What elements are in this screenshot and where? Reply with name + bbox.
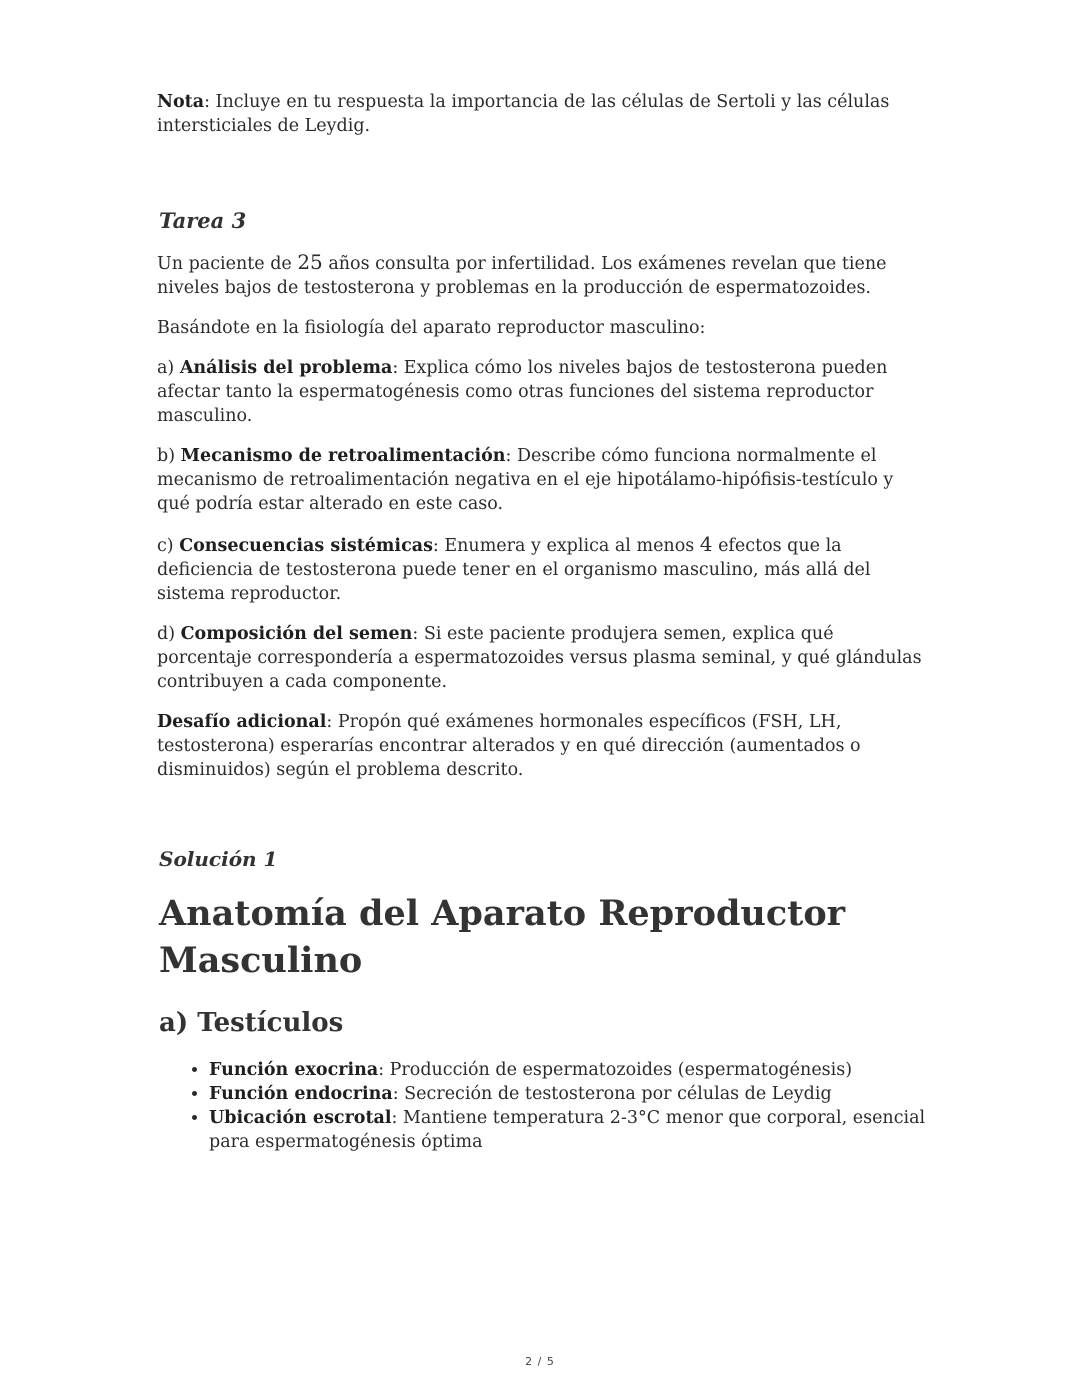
extra-text: : Propón qué exámenes hormonales específicos (FSH, LH, testosterona) esperarías encontrar alterados y en qué dirección (aumentados o disminuidos) según el problema descrito. [157,712,861,780]
b-prefix: b) [157,446,181,466]
d-prefix: d) [157,624,181,644]
item-text: : Secreción de testosterona por células de Leydig [392,1084,832,1104]
task-body [157,250,927,798]
item-label: Función endocrina [209,1084,393,1104]
testicle-list [157,1058,929,1154]
c-number: 4 [699,532,713,556]
a-text: : Explica cómo los niveles bajos de testosterona pueden afectar tanto la espermatogénesis como otras funciones del sistema reproductor masculino. [157,358,888,426]
intro-post: años consulta por infertilidad. Los exámenes revelan que tiene niveles bajos de testosterona y problemas en la producción de espermatozoides. [157,254,887,298]
solution-title: Solución 1 [159,847,278,871]
intro-pre: Un paciente de [157,254,298,274]
task-intro [157,250,927,300]
a-label: Análisis del problema [179,358,393,378]
question-b [157,444,927,516]
item-text: : Producción de espermatozoides (espermatogénesis) [378,1060,853,1080]
b-text: : Describe cómo funciona normalmente el mecanismo de retroalimentación negativa en el eje hipotálamo-hipófisis-testículo y qué podría estar alterado en este caso. [157,446,894,514]
list-item [209,1082,929,1106]
list-item [209,1106,929,1154]
item-label: Función exocrina [209,1060,379,1080]
c-prefix: c) [157,536,180,556]
d-text: : Si este paciente produjera semen, explica qué porcentaje correspondería a espermatozoides versus plasma seminal, y qué glándulas contribuyen a cada componente. [157,624,922,692]
task-title: Tarea 3 [159,208,247,233]
note-paragraph [157,90,927,138]
c-text-post: efectos que la deficiencia de testosterona puede tener en el organismo masculino, más allá del sistema reproductor. [157,536,871,604]
question-a [157,356,927,428]
task-base: Basándote en la fisiología del aparato reproductor masculino: [157,318,706,338]
document-page [157,90,927,1152]
intro-age: 25 [297,250,323,274]
note-label: Nota [157,92,205,112]
a-prefix: a) [157,358,180,378]
c-text-pre: : Enumera y explica al menos [432,536,700,556]
item-label: Ubicación escrotal [209,1108,392,1128]
d-label: Composición del semen [180,624,413,644]
page-number: 2 / 5 [525,1355,555,1368]
b-label: Mecanismo de retroalimentación [180,446,506,466]
item-text: : Mantiene temperatura 2-3°C menor que corporal, esencial para espermatogénesis óptima [209,1108,926,1152]
note-text: : Incluye en tu respuesta la importancia de las células de Sertoli y las células intersticiales de Leydig. [157,92,890,136]
question-c [157,532,927,606]
extra-label: Desafío adicional [157,712,327,732]
solution-subheading: a) Testículos [159,1008,344,1038]
c-label: Consecuencias sistémicas [179,536,433,556]
list-item [209,1058,929,1082]
solution-heading: Anatomía del Aparato Reproductor Masculino [159,893,846,981]
question-d [157,622,927,694]
extra-challenge [157,710,927,782]
